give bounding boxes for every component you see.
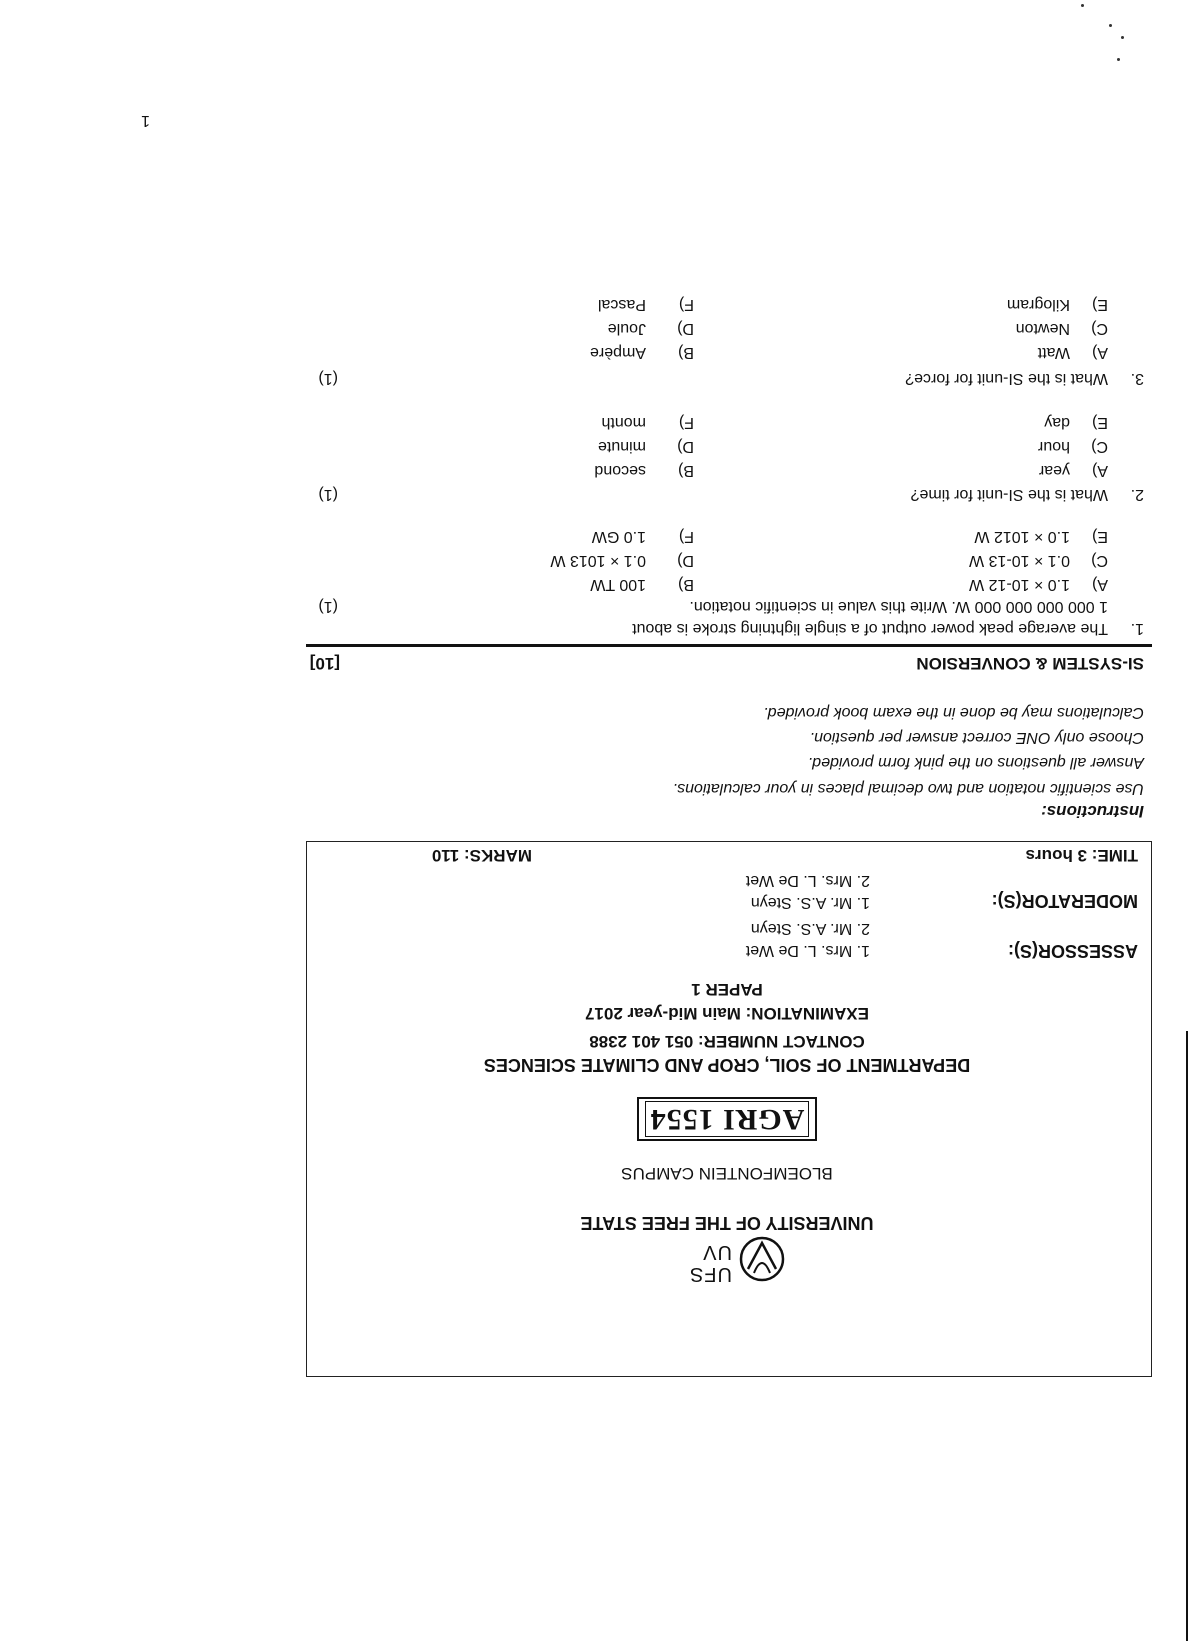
assessors-label: ASSESSOR(S): [1007,941,1138,961]
scan-speck [1109,24,1112,27]
page-number: 1 [141,112,150,129]
moderators-label: MODERATOR(S): [991,891,1138,911]
option-letter: A) [1092,462,1108,479]
option-letter: C) [1091,320,1108,337]
option-text: year [1038,462,1070,479]
scan-speck [1081,4,1084,7]
option-text: 1.0 × 10-12 W [969,576,1070,593]
course-code: AGRI 1554 [645,1101,810,1137]
section-divider [306,644,1152,647]
section-marks: [10] [309,654,340,673]
option-letter: C) [1091,438,1108,455]
question-text: The average peak power output of a single lightning stroke is about [632,620,1108,637]
option-letter: E) [1092,296,1108,313]
exam-time: TIME: 3 hours [1025,846,1138,865]
moderator-1: 1. Mr. A.S. Steyn [750,894,870,911]
department-name: DEPARTMENT OF SOIL, CROP AND CLIMATE SCIENCES [483,1055,971,1075]
assessor-2: 2. Mr. A.S. Steyn [750,920,870,937]
question-number: 2. [1130,486,1144,503]
option-letter: B) [678,344,694,361]
option-text: 0.1 × 1013 W [550,552,646,569]
option-text: 1.0 GW [591,528,646,545]
question-number: 1. [1130,620,1144,637]
paper-number: PAPER 1 [691,980,763,999]
option-text: Pascal [597,296,646,313]
question-text: What is the SI-unit for force? [905,370,1108,387]
option-letter: F) [678,296,694,313]
question-mark: (1) [318,370,338,387]
option-letter: E) [1092,528,1108,545]
instruction-line: Use scientific notation and two decimal places in your calculations. [672,780,1144,797]
option-letter: F) [678,414,694,431]
university-name: UNIVERSITY OF THE FREE STATE [580,1213,874,1233]
contact-number: CONTACT NUMBER: 051 401 2388 [589,1032,865,1051]
option-letter: D) [677,552,694,569]
university-logo [666,1233,786,1285]
option-letter: C) [1091,552,1108,569]
option-text: Ampère [589,344,646,361]
option-text: 1.0 × 1012 W [974,528,1070,545]
ufs-emblem-icon [738,1235,786,1283]
question-mark: (1) [318,486,338,503]
section-title: SI-SYSTEM & CONVERSION [916,654,1144,673]
instruction-line: Answer all questions on the pink form provided. [807,754,1144,771]
option-text: month [601,414,646,431]
assessor-1: 1. Mrs. L. De Wet [745,942,870,959]
scan-speck [1117,58,1120,61]
question-text: What is the SI-unit for time? [910,486,1108,503]
logo-text-ufs: UFS [689,1263,732,1285]
exam-marks: MARKS: 110 [431,846,532,865]
option-text: Joule [607,320,646,337]
option-text: second [594,462,646,479]
option-text: Watt [1037,344,1070,361]
option-text: 0.1 × 10-13 W [969,552,1070,569]
option-letter: D) [677,320,694,337]
option-letter: D) [677,438,694,455]
option-text: 100 TW [590,576,646,593]
logo-text-uv: UV [702,1241,732,1263]
option-letter: B) [678,462,694,479]
course-code-box [254,1097,1200,1141]
option-letter: B) [678,576,694,593]
instructions-heading: Instructions: [1041,802,1144,821]
instruction-line: Calculations may be done in the exam book provided. [763,704,1144,721]
option-text: day [1044,414,1070,431]
option-text: minute [597,438,646,455]
examination-title: EXAMINATION: Main Mid-year 2017 [584,1004,870,1023]
question-mark: (1) [318,598,338,615]
option-text: Newton [1015,320,1070,337]
option-letter: A) [1092,344,1108,361]
scan-speck [1121,36,1124,39]
option-text: Kilogram [1006,296,1070,313]
option-text: hour [1037,438,1070,455]
question-number: 3. [1130,370,1144,387]
option-letter: A) [1092,576,1108,593]
instruction-line: Choose only ONE correct answer per question. [809,729,1144,746]
option-letter: F) [678,528,694,545]
campus-name: BLOEMFONTEIN CAMPUS [621,1164,833,1183]
question-text: 1 000 000 000 000 W. Write this value in scientific notation. [689,598,1108,615]
moderator-2: 2. Mrs. L. De Wet [745,872,870,889]
option-letter: E) [1092,414,1108,431]
